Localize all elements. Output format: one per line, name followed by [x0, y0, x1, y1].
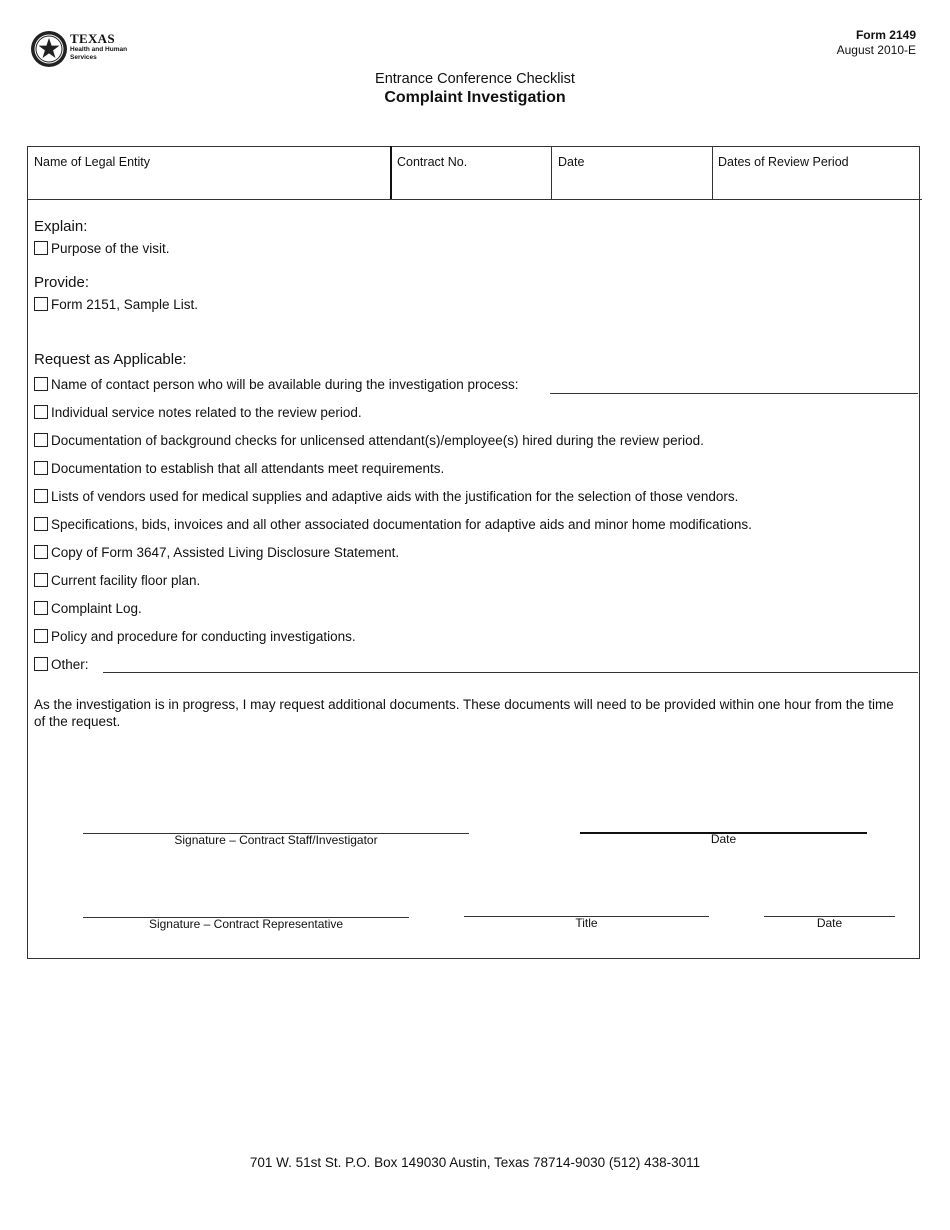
request-item	[34, 571, 200, 589]
request-item	[34, 403, 362, 421]
document-subtitle: Complaint Investigation	[384, 89, 566, 106]
request-heading: Request as Applicable:	[34, 351, 187, 368]
form-number: Form 2149	[855, 28, 916, 42]
logo-agency-line1: Health and Human	[70, 46, 128, 53]
request-item	[34, 431, 704, 449]
request-item	[34, 487, 738, 505]
item-label: Lists of vendors used for medical supplies and adaptive aids with the justification for the selection of those vendors.	[51, 488, 739, 504]
checkbox[interactable]	[34, 405, 48, 419]
review-period-field[interactable]: Dates of Review Period	[718, 155, 849, 169]
contact-person-fill-line[interactable]	[550, 393, 918, 394]
form-revision-date: August 2010-E	[836, 43, 916, 57]
legal-entity-field[interactable]: Name of Legal Entity	[34, 155, 151, 169]
request-item	[34, 627, 356, 645]
checkbox[interactable]	[34, 573, 48, 587]
header-row-divider	[27, 199, 922, 200]
checkbox[interactable]	[34, 601, 48, 615]
logo-state-name: TEXAS	[70, 31, 115, 46]
provide-heading: Provide:	[34, 274, 90, 291]
provide-item	[34, 295, 198, 313]
logo-agency-line2: Services	[70, 54, 97, 61]
representative-signature-label: Signature – Contract Representative	[148, 917, 344, 931]
checkbox[interactable]	[34, 517, 48, 531]
item-label: Complaint Log.	[51, 600, 142, 616]
checkbox[interactable]	[34, 297, 48, 311]
checkbox[interactable]	[34, 657, 48, 671]
item-label: Other:	[51, 656, 89, 672]
item-label: Individual service notes related to the review period.	[51, 404, 362, 420]
item-label: Form 2151, Sample List.	[51, 296, 199, 312]
texas-seal-icon	[30, 30, 68, 68]
item-label: Name of contact person who will be available during the investigation process:	[51, 376, 519, 392]
request-item	[34, 515, 752, 533]
item-label: Documentation of background checks for unlicensed attendant(s)/employee(s) hired during the review period.	[51, 432, 704, 448]
item-label: Current facility floor plan.	[51, 572, 201, 588]
item-label: Policy and procedure for conducting investigations.	[51, 628, 356, 644]
representative-date-label: Date	[816, 916, 843, 930]
checkbox[interactable]	[34, 545, 48, 559]
checkbox[interactable]	[34, 629, 48, 643]
footer-address: 701 W. 51st St. P.O. Box 149030 Austin, Texas 78714-9030 (512) 438-3011	[249, 1155, 701, 1170]
contract-number-field[interactable]: Contract No.	[397, 155, 468, 169]
checkbox[interactable]	[34, 489, 48, 503]
request-item	[34, 599, 142, 617]
explain-heading: Explain:	[34, 218, 88, 235]
header-column-divider	[390, 146, 392, 199]
checkbox[interactable]	[34, 461, 48, 475]
staff-signature-label: Signature – Contract Staff/Investigator	[174, 833, 378, 847]
request-item	[34, 459, 444, 477]
item-label: Purpose of the visit.	[51, 240, 170, 256]
date-field[interactable]: Date	[558, 155, 585, 169]
other-fill-line[interactable]	[103, 672, 918, 673]
explain-item	[34, 239, 170, 257]
item-label: Documentation to establish that all attendants meet requirements.	[51, 460, 445, 476]
checkbox[interactable]	[34, 433, 48, 447]
request-item	[34, 655, 89, 673]
request-item	[34, 375, 519, 393]
checkbox[interactable]	[34, 241, 48, 255]
logo-wordmark	[70, 32, 127, 61]
additional-documents-note: As the investigation is in progress, I may request additional documents. These documents will need to be provided within one hour from the time of the request.	[34, 697, 894, 729]
header-column-divider	[712, 146, 713, 199]
header-column-divider	[551, 146, 552, 199]
document-title: Entrance Conference Checklist	[375, 71, 575, 87]
item-label: Copy of Form 3647, Assisted Living Disclosure Statement.	[51, 544, 400, 560]
request-item	[34, 543, 399, 561]
staff-date-label: Date	[710, 832, 737, 846]
representative-title-label: Title	[575, 916, 598, 930]
checkbox[interactable]	[34, 377, 48, 391]
texas-hhs-logo	[30, 30, 150, 70]
item-label: Specifications, bids, invoices and all other associated documentation for adaptive aids and minor home modifications.	[51, 516, 752, 532]
